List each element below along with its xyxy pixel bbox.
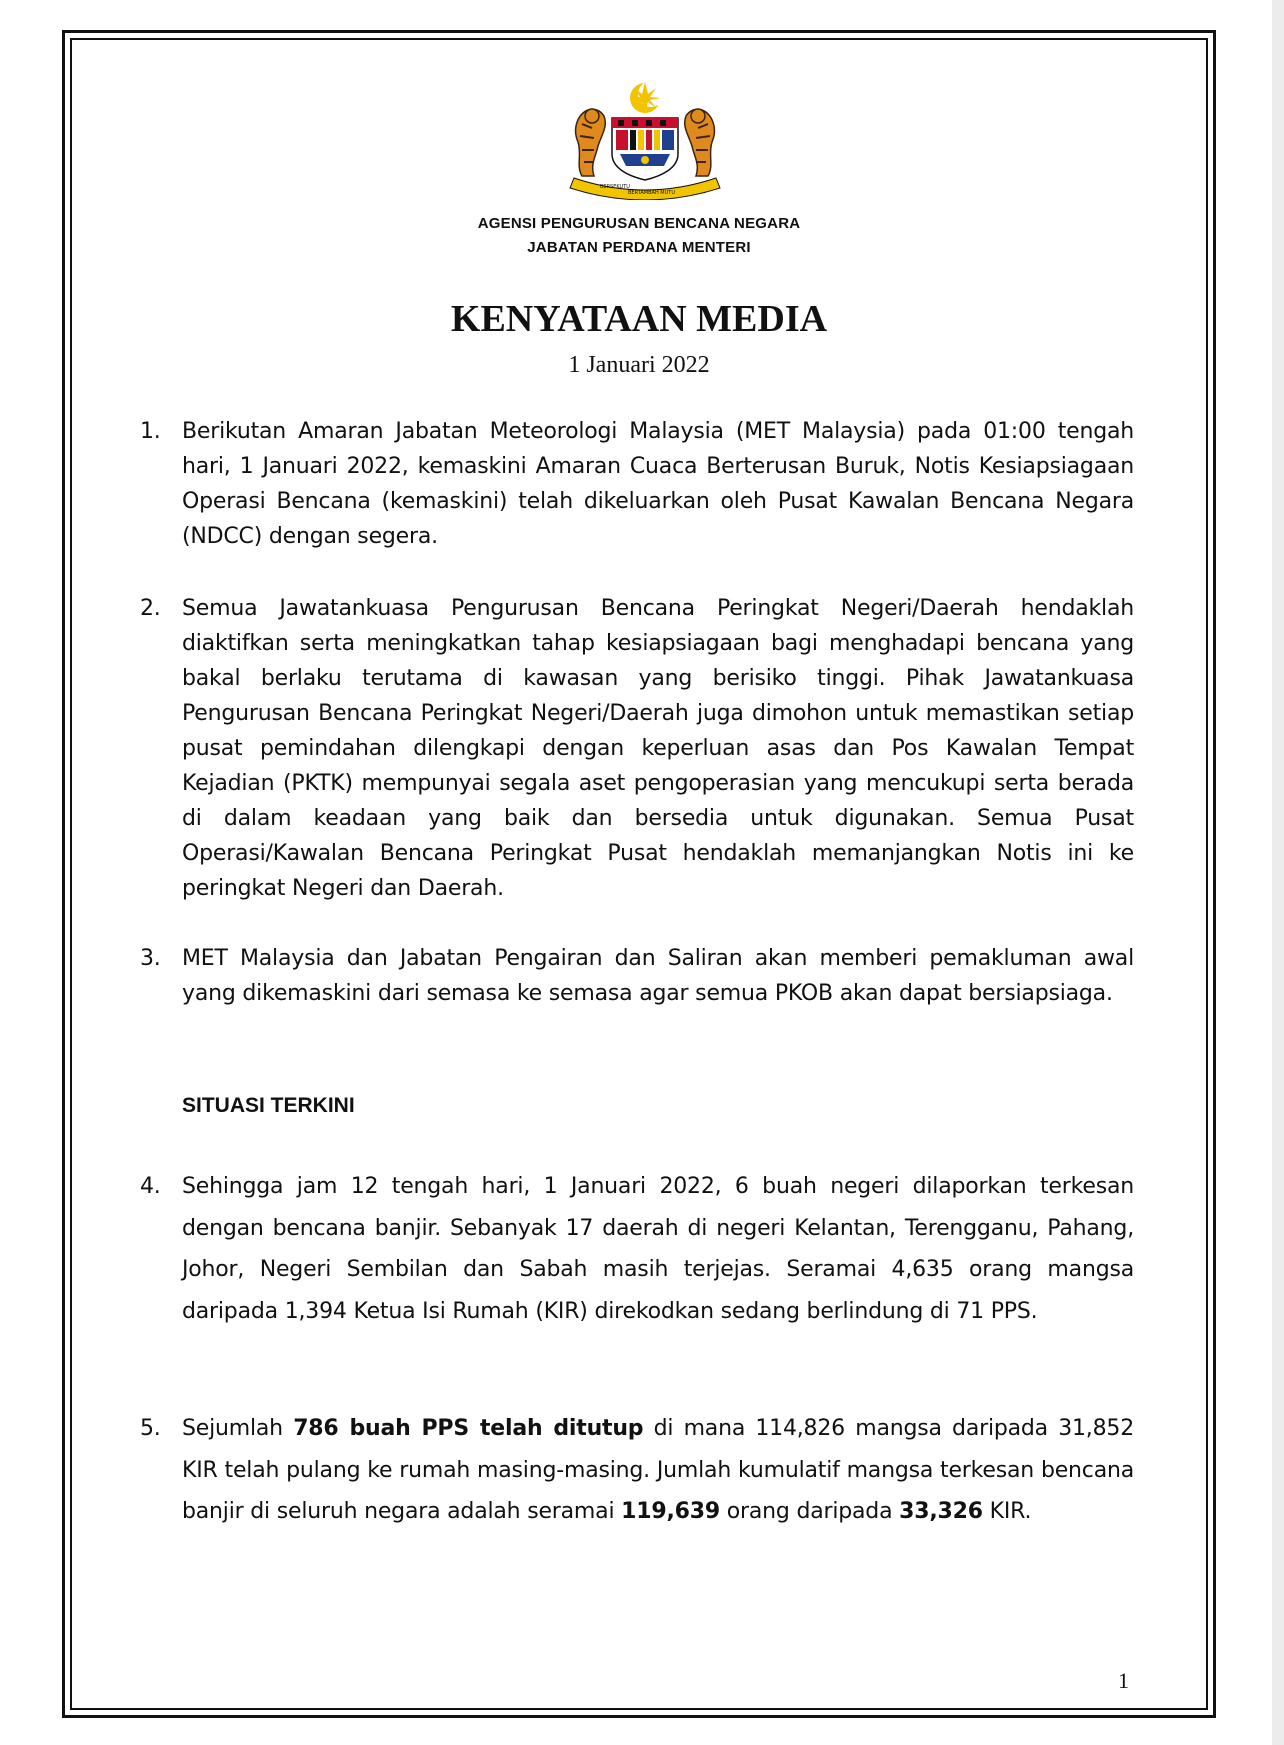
svg-text:BERSEKUTU: BERSEKUTU — [600, 184, 630, 190]
paragraph-bold-text: 786 buah PPS telah ditutup — [293, 1416, 644, 1441]
paragraph-number: 5. — [140, 1416, 161, 1441]
agency-header — [70, 212, 1208, 260]
motto-ribbon — [570, 178, 720, 200]
paragraph-1 — [140, 414, 1134, 554]
paragraph-3 — [140, 941, 1134, 1011]
crescent-star-icon — [629, 81, 664, 114]
left-tiger-icon — [576, 109, 606, 176]
paragraph-2 — [140, 591, 1134, 906]
coat-of-arms-logo — [560, 80, 730, 200]
paragraph-bold-number: 119,639 — [621, 1499, 720, 1524]
paragraph-text: Semua Jawatankuasa Pengurusan Bencana Peringkat Negeri/Daerah hendaklah diaktifkan serta meningkatkan tahap kesiapsiagaan bagi menghadapi bencana yang bakal berlaku terutama di kawasan yang berisiko tinggi. Pihak Jawatankuasa Pengurusan Bencana Peringkat Negeri/Daerah juga dimohon untuk memastikan setiap pusat pemindahan dilengkapi dengan keperluan asas dan Pos Kawalan Tempat Kejadian (PKTK) mempunyai segala aset pengoperasian yang mencukupi serta berada di dalam keadaan yang baik dan bersedia untuk digunakan. Semua Pusat Operasi/Kawalan Bencana Peringkat Pusat hendaklah memanjangkan Notis ini ke peringkat Negeri dan Daerah. — [182, 596, 1134, 901]
paragraph-number: 4. — [140, 1174, 161, 1199]
agency-department: JABATAN PERDANA MENTERI — [527, 239, 751, 256]
section-heading: SITUASI TERKINI — [182, 1094, 355, 1117]
svg-text:BERTAMBAH MUTU: BERTAMBAH MUTU — [628, 190, 675, 196]
paragraph-number: 2. — [140, 596, 161, 621]
paragraph-text: Sehingga jam 12 tengah hari, 1 Januari 2022, 6 buah negeri dilaporkan terkesan dengan bencana banjir. Sebanyak 17 daerah di negeri Kelantan, Terengganu, Pahang, Johor, Negeri Sembilan dan Sabah masih terjejas. Seramai 4,635 orang mangsa daripada 1,394 Ketua Isi Rumah (KIR) direkodkan sedang berlindung di 71 PPS. — [182, 1174, 1134, 1324]
paragraph-4 — [140, 1166, 1134, 1332]
page-number: 1 — [1118, 1668, 1129, 1693]
paragraph-text: Berikutan Amaran Jabatan Meteorologi Malaysia (MET Malaysia) pada 01:00 tengah hari, 1 Januari 2022, kemaskini Amaran Cuaca Berterusan Buruk, Notis Kesiapsiagaan Operasi Bencana (kemaskini) telah dikeluarkan oleh Pusat Kawalan Bencana Negara (NDCC) dengan segera. — [182, 419, 1134, 549]
paragraph-5 — [140, 1408, 1134, 1533]
paragraph-text: Sejumlah — [182, 1416, 294, 1441]
paragraph-text: orang daripada — [719, 1499, 900, 1524]
document-title: KENYATAAN MEDIA — [450, 298, 828, 340]
paragraph-number: 1. — [140, 419, 161, 444]
paragraph-text: MET Malaysia dan Jabatan Pengairan dan Saliran akan memberi pemakluman awal yang dikemaskini dari semasa ke semasa agar semua PKOB akan dapat bersiapsiaga. — [182, 946, 1134, 1006]
paragraph-text: di mana 114,826 mangsa daripada 31,852 KIR telah pulang ke rumah masing-masing. Jumlah kumulatif mangsa terkesan bencana banjir di seluruh negara adalah seramai — [182, 1416, 1134, 1524]
right-tiger-icon — [685, 109, 715, 176]
paragraph-bold-number: 33,326 — [899, 1499, 983, 1524]
agency-name: AGENSI PENGURUSAN BENCANA NEGARA — [477, 215, 801, 232]
paragraph-number: 3. — [140, 946, 161, 971]
paragraph-text: KIR. — [982, 1499, 1032, 1524]
document-date: 1 Januari 2022 — [568, 352, 710, 378]
shield-icon — [612, 118, 678, 180]
